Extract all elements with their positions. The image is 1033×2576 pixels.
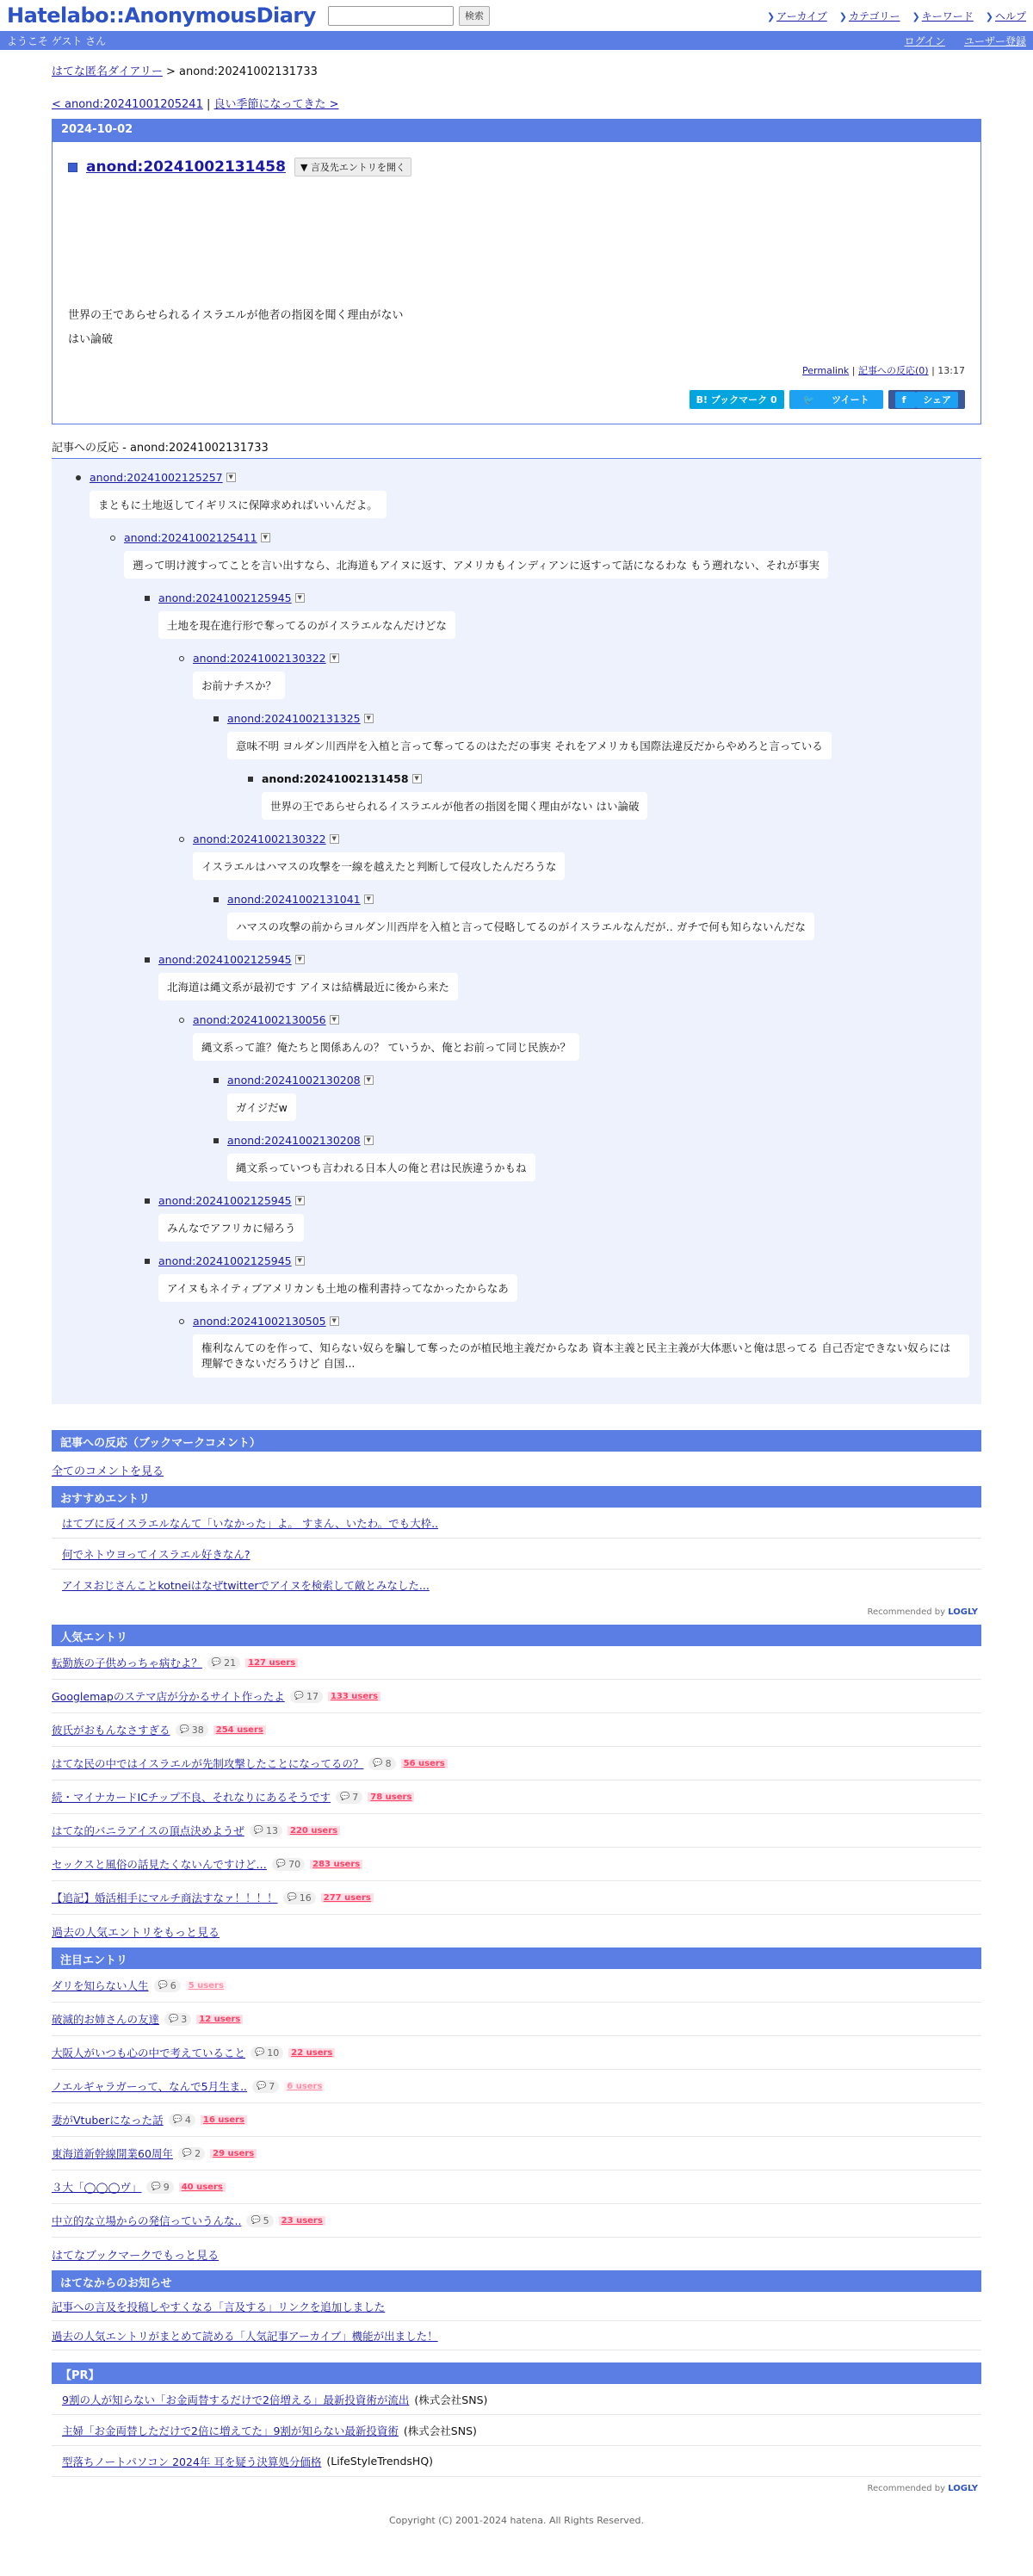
entry-link[interactable]: 【追記】婚活相手にマルチ商法すなァ！！！！ <box>52 1892 278 1904</box>
list-item <box>52 1713 981 1747</box>
pr-company: (LifeStyleTrendsHQ) <box>326 2455 434 2468</box>
users-badge[interactable]: 283 users <box>310 1860 362 1869</box>
comment-icon: 💬 <box>179 1725 189 1734</box>
reaction-tree <box>52 459 981 1404</box>
comment-count[interactable] <box>178 2147 205 2160</box>
tweet-label: ツイート <box>825 392 875 408</box>
chevron-down-icon[interactable]: ▼ <box>364 714 374 723</box>
reaction-text: 遡って明け渡すってことを言い出すなら、北海道もアイヌに返す、アメリカもインディアンに返すって話になるわな もう遡れない、それが事実 <box>124 551 828 579</box>
comment-number: 7 <box>269 2080 275 2092</box>
reaction-link[interactable]: anond:20241002130208 <box>227 1134 361 1147</box>
search-input[interactable] <box>328 6 454 26</box>
entry-link[interactable]: 続・マイナカードICチップ不良、それなりにあるそうです <box>52 1791 331 1804</box>
comment-count[interactable] <box>272 1858 305 1871</box>
table-row <box>193 833 565 880</box>
pr-company: (株式会社SNS) <box>403 2424 477 2437</box>
list-item <box>52 2446 981 2477</box>
comment-icon: 💬 <box>158 1981 168 1990</box>
reaction-link[interactable]: anond:20241002130505 <box>193 1315 326 1328</box>
reaction-text: 縄文系って誰？俺たちと関係あんの？ ていうか、俺とお前って同じ民族か？ <box>193 1033 579 1061</box>
reaction-current-id: anond:20241002131458 <box>262 772 409 785</box>
logly-label: Recommended by <box>867 1607 946 1617</box>
list-item <box>52 1747 981 1780</box>
reaction-text: 縄文系っていつも言われる日本人の俺と君は民族違うかもね <box>227 1154 535 1181</box>
search-button[interactable]: 検索 <box>459 6 490 26</box>
logly-credit <box>52 1601 981 1625</box>
entry-meta: Permalink | 記事への反応(0) | 13:17 <box>802 365 965 376</box>
comment-count[interactable] <box>154 1979 181 1992</box>
comment-number: 2 <box>195 2147 201 2159</box>
recommended-link[interactable]: アイヌおじさんことkotneiはなぜtwitterでアイヌを検索して敵とみなした... <box>62 1579 430 1592</box>
chevron-down-icon[interactable]: ▼ <box>295 593 305 603</box>
chevron-down-icon[interactable]: ▼ <box>261 533 270 542</box>
comment-number: 21 <box>224 1656 237 1669</box>
footer-copyright: Copyright (C) 2001-2024 hatena. All Rights Reserved. <box>389 2515 644 2526</box>
reaction-text: ガイジだw <box>227 1093 296 1121</box>
register-link[interactable]: ユーザー登録 <box>963 34 1026 47</box>
breadcrumb <box>52 62 981 79</box>
entry-link[interactable]: 彼氏がおもんなさすぎる <box>52 1724 170 1737</box>
list-item <box>52 2415 981 2446</box>
comment-count[interactable] <box>176 1724 208 1737</box>
list-item <box>52 2384 981 2415</box>
users-badge[interactable]: 254 users <box>213 1725 266 1735</box>
recommended-link[interactable]: はてブに反イスラエルなんて「いなかった」よ。 すまん、いたわ。でも大枠.. <box>62 1516 439 1530</box>
entry-link[interactable]: 中立的な立場からの発信っていうんな.. <box>52 2214 242 2227</box>
reaction-link[interactable]: anond:20241002131325 <box>227 712 361 725</box>
list-item <box>52 1539 981 1570</box>
reaction-link[interactable]: anond:20241002125945 <box>158 591 292 604</box>
comment-count[interactable] <box>283 1892 316 1904</box>
entry-pager <box>52 95 981 112</box>
entry-link[interactable]: ダリを知らない人生 <box>52 1979 149 1992</box>
reaction-link[interactable]: anond:20241002125945 <box>158 953 292 966</box>
category-link[interactable]: カテゴリー <box>849 9 900 22</box>
list-item <box>52 1570 981 1601</box>
chevron-down-icon[interactable]: ▼ <box>330 834 339 844</box>
open-reference-button[interactable]: ▼ 言及先エントリを開く <box>294 158 411 176</box>
table-row <box>90 471 387 518</box>
breadcrumb-separator: > <box>165 65 176 78</box>
comment-icon: 💬 <box>294 1692 304 1700</box>
reactions-link[interactable]: 記事への反応(0) <box>858 365 929 376</box>
reaction-link[interactable]: anond:20241002125945 <box>158 1254 292 1267</box>
comment-number: 8 <box>385 1757 392 1769</box>
list-item <box>52 2137 981 2170</box>
entry-link[interactable]: はてな的バニラアイスの頂点決めようぜ <box>52 1824 244 1837</box>
list-item <box>52 1508 981 1539</box>
entry-link[interactable]: ３大「◯◯◯ヴ」 <box>52 2181 142 2194</box>
bullet-icon <box>145 1198 150 1204</box>
list-item <box>52 1848 981 1881</box>
popular-list <box>52 1646 981 1915</box>
comment-icon: 💬 <box>373 1759 383 1768</box>
comment-icon: 💬 <box>211 1658 222 1667</box>
comment-icon: 💬 <box>257 2082 267 2090</box>
chevron-down-icon[interactable]: ▼ <box>226 473 236 482</box>
reactions-heading: 記事への反応 - anond:20241002131733 <box>52 438 981 459</box>
site-logo[interactable]: Hatelabo::AnonymousDiary <box>7 3 316 28</box>
permalink[interactable]: Permalink <box>802 365 850 376</box>
table-row <box>158 1194 305 1242</box>
comment-icon: 💬 <box>251 2216 261 2225</box>
chevron-down-icon[interactable]: ▼ <box>364 895 374 904</box>
chevron-down-icon[interactable]: ▼ <box>330 1015 339 1025</box>
comment-count[interactable] <box>252 2080 279 2093</box>
chevron-right-icon: ❯ <box>766 10 776 22</box>
comment-icon: 💬 <box>182 2149 193 2158</box>
bullet-icon <box>179 1018 184 1023</box>
list-item <box>52 2170 981 2204</box>
site-header <box>0 0 1033 31</box>
comment-count[interactable] <box>169 2114 195 2127</box>
table-row <box>193 1013 579 1061</box>
share-label: シェア <box>916 392 958 408</box>
comment-icon: 💬 <box>169 2015 179 2023</box>
users-badge[interactable]: 12 users <box>196 2015 243 2024</box>
reaction-link[interactable]: anond:20241002125411 <box>124 531 257 544</box>
entry-time: 13:17 <box>937 365 965 376</box>
table-row <box>227 712 832 759</box>
comment-count[interactable] <box>146 2181 173 2194</box>
reaction-text: お前ナチスか？ <box>193 672 285 699</box>
comment-number: 7 <box>352 1791 359 1803</box>
help-link[interactable]: ヘルプ <box>994 9 1026 22</box>
entry-link[interactable]: 破滅的お姉さんの友達 <box>52 2013 160 2026</box>
entry-body-line: はい論破 <box>68 333 114 346</box>
users-badge[interactable]: 16 users <box>201 2115 247 2125</box>
table-row <box>227 1074 374 1121</box>
users-badge[interactable]: 78 users <box>368 1793 414 1802</box>
entry-link[interactable]: Googlemapのステマ店が分かるサイト作ったよ <box>52 1690 285 1703</box>
notice-link[interactable]: 記事への言及を投稿しやすくなる「言及する」リンクを追加しました <box>52 2300 386 2313</box>
comment-icon: 💬 <box>287 1893 297 1902</box>
comment-count[interactable] <box>164 2013 191 2026</box>
reaction-text: 世界の王であらせられるイスラエルが他者の指図を聞く理由がない はい論破 <box>262 792 647 820</box>
comment-count[interactable] <box>246 2214 273 2227</box>
table-row <box>158 591 455 639</box>
comment-count[interactable] <box>207 1656 240 1669</box>
reaction-text: まともに土地返してイギリスに保障求めればいいんだよ。 <box>90 491 387 518</box>
comment-number: 16 <box>299 1892 312 1904</box>
comment-number: 38 <box>191 1724 204 1736</box>
comment-number: 17 <box>306 1690 319 1702</box>
reaction-link[interactable]: anond:20241002125945 <box>158 1194 292 1207</box>
table-row <box>262 772 647 820</box>
top-links <box>767 9 1026 23</box>
list-item <box>52 1814 981 1848</box>
logly-label: Recommended by <box>867 2484 946 2493</box>
bullet-icon <box>145 596 150 601</box>
comment-count[interactable] <box>250 1824 282 1837</box>
reaction-link[interactable]: anond:20241002130322 <box>193 833 326 845</box>
table-row <box>193 652 339 699</box>
list-item <box>52 2036 981 2070</box>
bookmark-comments-heading: 記事への反応（ブックマークコメント） <box>52 1430 981 1452</box>
reaction-link[interactable]: anond:20241002130208 <box>227 1074 361 1087</box>
comment-icon: 💬 <box>172 2115 182 2124</box>
attention-heading: 注目エントリ <box>52 1947 981 1969</box>
bullet-icon <box>145 1259 150 1264</box>
chevron-down-icon[interactable]: ▼ <box>295 1256 305 1266</box>
reaction-text: ハマスの攻撃の前からヨルダン川西岸を入植と言って侵略してるのがイスラエルなんだが‥ ガチで何も知らないんだな <box>227 913 814 940</box>
bullet-icon <box>213 716 219 721</box>
table-row <box>227 893 814 940</box>
reaction-text: アイヌもネイティブアメリカンも土地の権利書持ってなかったからなあ <box>158 1274 517 1302</box>
entry-link[interactable]: 転勤族の子供めっちゃ病むよ？ <box>52 1656 202 1669</box>
bullet-icon <box>179 1319 184 1324</box>
bullet-icon <box>76 475 81 480</box>
users-badge[interactable]: 29 users <box>210 2149 257 2158</box>
chevron-right-icon: ❯ <box>838 10 847 22</box>
chevron-down-icon[interactable]: ▼ <box>295 955 305 964</box>
user-bar <box>0 31 1033 50</box>
facebook-icon: f <box>895 392 917 408</box>
reaction-text: 権利なんてのを作って、知らない奴らを騙して奪ったのが植民地主義だからなあ 資本主義と民主主義が大体悪いと俺は思ってる 自己否定できない奴らには理解できないだろうけど 自国... <box>193 1334 969 1378</box>
pr-heading: 【PR】 <box>52 2362 981 2384</box>
archive-link[interactable]: アーカイブ <box>776 9 827 22</box>
square-icon <box>68 163 77 172</box>
entry-link[interactable]: はてな民の中ではイスラエルが先制攻撃したことになってるの？ <box>52 1757 364 1770</box>
comment-number: 4 <box>184 2114 191 2126</box>
chevron-down-icon[interactable]: ▼ <box>295 1196 305 1205</box>
breadcrumb-root[interactable]: はてな匿名ダイアリー <box>52 65 163 78</box>
list-item <box>52 2204 981 2238</box>
reaction-text: 土地を現在進行形で奪ってるのがイスラエルなんだけどな <box>158 611 455 639</box>
users-badge[interactable]: 127 users <box>245 1658 298 1668</box>
tweet-button[interactable] <box>789 390 883 409</box>
table-row <box>124 531 828 579</box>
popular-heading: 人気エントリ <box>52 1625 981 1646</box>
bullet-icon <box>145 957 150 963</box>
reaction-link[interactable]: anond:20241002125257 <box>90 471 223 484</box>
comment-number: 6 <box>170 1979 176 1991</box>
table-row <box>158 1254 517 1302</box>
chevron-down-icon[interactable]: ▼ <box>364 1075 374 1085</box>
bullet-icon <box>213 1138 219 1143</box>
users-badge[interactable]: 133 users <box>328 1692 380 1701</box>
reaction-text: みんなでアフリカに帰ろう <box>158 1214 304 1242</box>
reaction-text: 意味不明 ヨルダン川西岸を入植と言って奪ってるのはただの事実 それをアメリカも国際法違反だからやめろと言っている <box>227 732 832 759</box>
pager-separator: | <box>207 98 211 111</box>
chevron-right-icon: ❯ <box>912 10 920 22</box>
entry-date: 2024-10-02 <box>53 120 980 142</box>
users-badge[interactable]: 5 users <box>186 1981 226 1991</box>
list-item <box>52 1646 981 1680</box>
pr-link[interactable]: 型落ちノートパソコン 2024年 耳を疑う決算処分価格 <box>62 2455 322 2468</box>
list-item <box>52 2003 981 2036</box>
entry-box <box>52 119 981 424</box>
entry-link[interactable]: セックスと風俗の話見たくないんですけど… <box>52 1858 267 1871</box>
prev-entry-link[interactable]: < anond:20241001205241 <box>52 98 203 111</box>
pr-list <box>52 2384 981 2477</box>
all-comments-link[interactable]: 全てのコメントを見る <box>52 1465 164 1478</box>
comment-number: 70 <box>288 1858 301 1870</box>
more-popular-link[interactable]: 過去の人気エントリをもっと見る <box>52 1926 220 1940</box>
users-badge[interactable]: 23 users <box>279 2216 325 2226</box>
hatena-bookmark-button[interactable]: B! ブックマーク 0 <box>690 390 784 409</box>
entry-link[interactable]: 東海道新幹線開業60周年 <box>52 2147 173 2160</box>
entry-title-link[interactable]: anond:20241002131458 <box>86 158 286 176</box>
bullet-icon <box>248 777 253 782</box>
logly-credit <box>52 2477 981 2501</box>
chevron-down-icon[interactable]: ▼ <box>330 653 339 663</box>
next-entry-link[interactable]: 良い季節になってきた > <box>213 98 339 111</box>
users-badge[interactable]: 40 users <box>179 2183 226 2192</box>
pr-link[interactable]: 主婦「お金両替しただけで2倍に増えてた」9割が知らない最新投資術 <box>62 2424 399 2437</box>
chevron-down-icon[interactable]: ▼ <box>412 774 422 783</box>
bullet-icon <box>213 897 219 902</box>
users-badge[interactable]: 220 users <box>288 1826 340 1836</box>
list-item <box>52 1680 981 1713</box>
bullet-icon <box>110 536 115 541</box>
facebook-share-button[interactable] <box>888 390 965 409</box>
comment-count[interactable] <box>251 2047 283 2059</box>
reaction-link[interactable]: anond:20241002130322 <box>193 652 326 665</box>
chevron-right-icon: ❯ <box>985 10 993 22</box>
notice-link[interactable]: 過去の人気エントリがまとめて読める「人気記事アーカイブ」機能が出ました！ <box>52 2329 438 2343</box>
entry-link[interactable]: 妻がVtuberになった話 <box>52 2114 164 2127</box>
comment-count[interactable] <box>368 1757 395 1770</box>
comment-icon: 💬 <box>255 2048 265 2057</box>
breadcrumb-current: anond:20241002131733 <box>179 65 318 78</box>
comment-count[interactable] <box>290 1690 323 1703</box>
share-buttons <box>690 390 965 409</box>
comment-count[interactable] <box>336 1791 362 1804</box>
bullet-icon <box>179 656 184 661</box>
attention-list <box>52 1969 981 2238</box>
main-content <box>52 50 981 2526</box>
recommended-heading: おすすめエントリ <box>52 1486 981 1508</box>
reaction-text: イスラエルはハマスの攻撃を一線を越えたと判断して侵攻したんだろうな <box>193 852 565 880</box>
chevron-down-icon[interactable]: ▼ <box>330 1316 339 1326</box>
users-badge[interactable]: 277 users <box>321 1893 374 1903</box>
pr-company: (株式会社SNS) <box>414 2393 488 2406</box>
logly-logo[interactable]: LOGLY <box>948 1607 978 1617</box>
welcome-text: ようこそ ゲスト さん <box>7 34 107 47</box>
list-item <box>52 1969 981 2003</box>
logly-logo[interactable]: LOGLY <box>948 2484 978 2493</box>
comment-number: 9 <box>163 2181 170 2193</box>
chevron-down-icon[interactable]: ▼ <box>364 1136 374 1145</box>
reaction-text: 北海道は縄文系が最初です アイヌは結構最近に後から来た <box>158 973 458 1000</box>
users-badge[interactable]: 22 users <box>288 2048 335 2058</box>
list-item <box>52 2292 981 2321</box>
list-item <box>52 1881 981 1915</box>
recommended-list <box>52 1508 981 1601</box>
comment-icon: 💬 <box>151 2183 161 2191</box>
login-link[interactable]: ログイン <box>904 34 945 47</box>
comment-number: 3 <box>181 2013 188 2025</box>
entry-body-line: 世界の王であらせられるイスラエルが他者の指図を聞く理由がない <box>68 309 404 322</box>
keyword-link[interactable]: キーワード <box>921 9 974 22</box>
list-item <box>52 1780 981 1814</box>
recommended-link[interactable]: 何でネトウヨってイスラエル好きなん? <box>62 1547 251 1561</box>
comment-number: 10 <box>267 2047 280 2059</box>
entry-link[interactable]: ノエルギャラガーって、なんで5月生ま.. <box>52 2080 248 2093</box>
list-item <box>52 2321 981 2350</box>
reaction-link[interactable]: anond:20241002131041 <box>227 893 361 906</box>
reaction-link[interactable]: anond:20241002130056 <box>193 1013 326 1026</box>
comment-icon: 💬 <box>340 1793 350 1801</box>
table-row <box>158 953 458 1000</box>
list-item <box>52 2103 981 2137</box>
entry-link[interactable]: 大阪人がいつも心の中で考えていること <box>52 2047 246 2059</box>
users-badge[interactable]: 6 users <box>284 2082 325 2091</box>
users-badge[interactable]: 56 users <box>401 1759 448 1768</box>
comment-number: 5 <box>263 2214 269 2226</box>
notice-heading: はてなからのお知らせ <box>52 2270 981 2292</box>
comment-icon: 💬 <box>275 1860 287 1868</box>
comment-number: 13 <box>265 1824 278 1836</box>
list-item <box>52 2070 981 2103</box>
table-row <box>227 1134 535 1181</box>
more-bookmark-link[interactable]: はてなブックマークでもっと見る <box>52 2249 220 2263</box>
comment-icon: 💬 <box>253 1826 263 1835</box>
twitter-icon: 🐦 <box>796 392 826 408</box>
bullet-icon <box>213 1078 219 1083</box>
table-row <box>193 1315 969 1378</box>
pr-link[interactable]: 9割の人が知らない「お金両替するだけで2倍増える」最新投資術が流出 <box>62 2393 410 2406</box>
bullet-icon <box>179 837 184 842</box>
